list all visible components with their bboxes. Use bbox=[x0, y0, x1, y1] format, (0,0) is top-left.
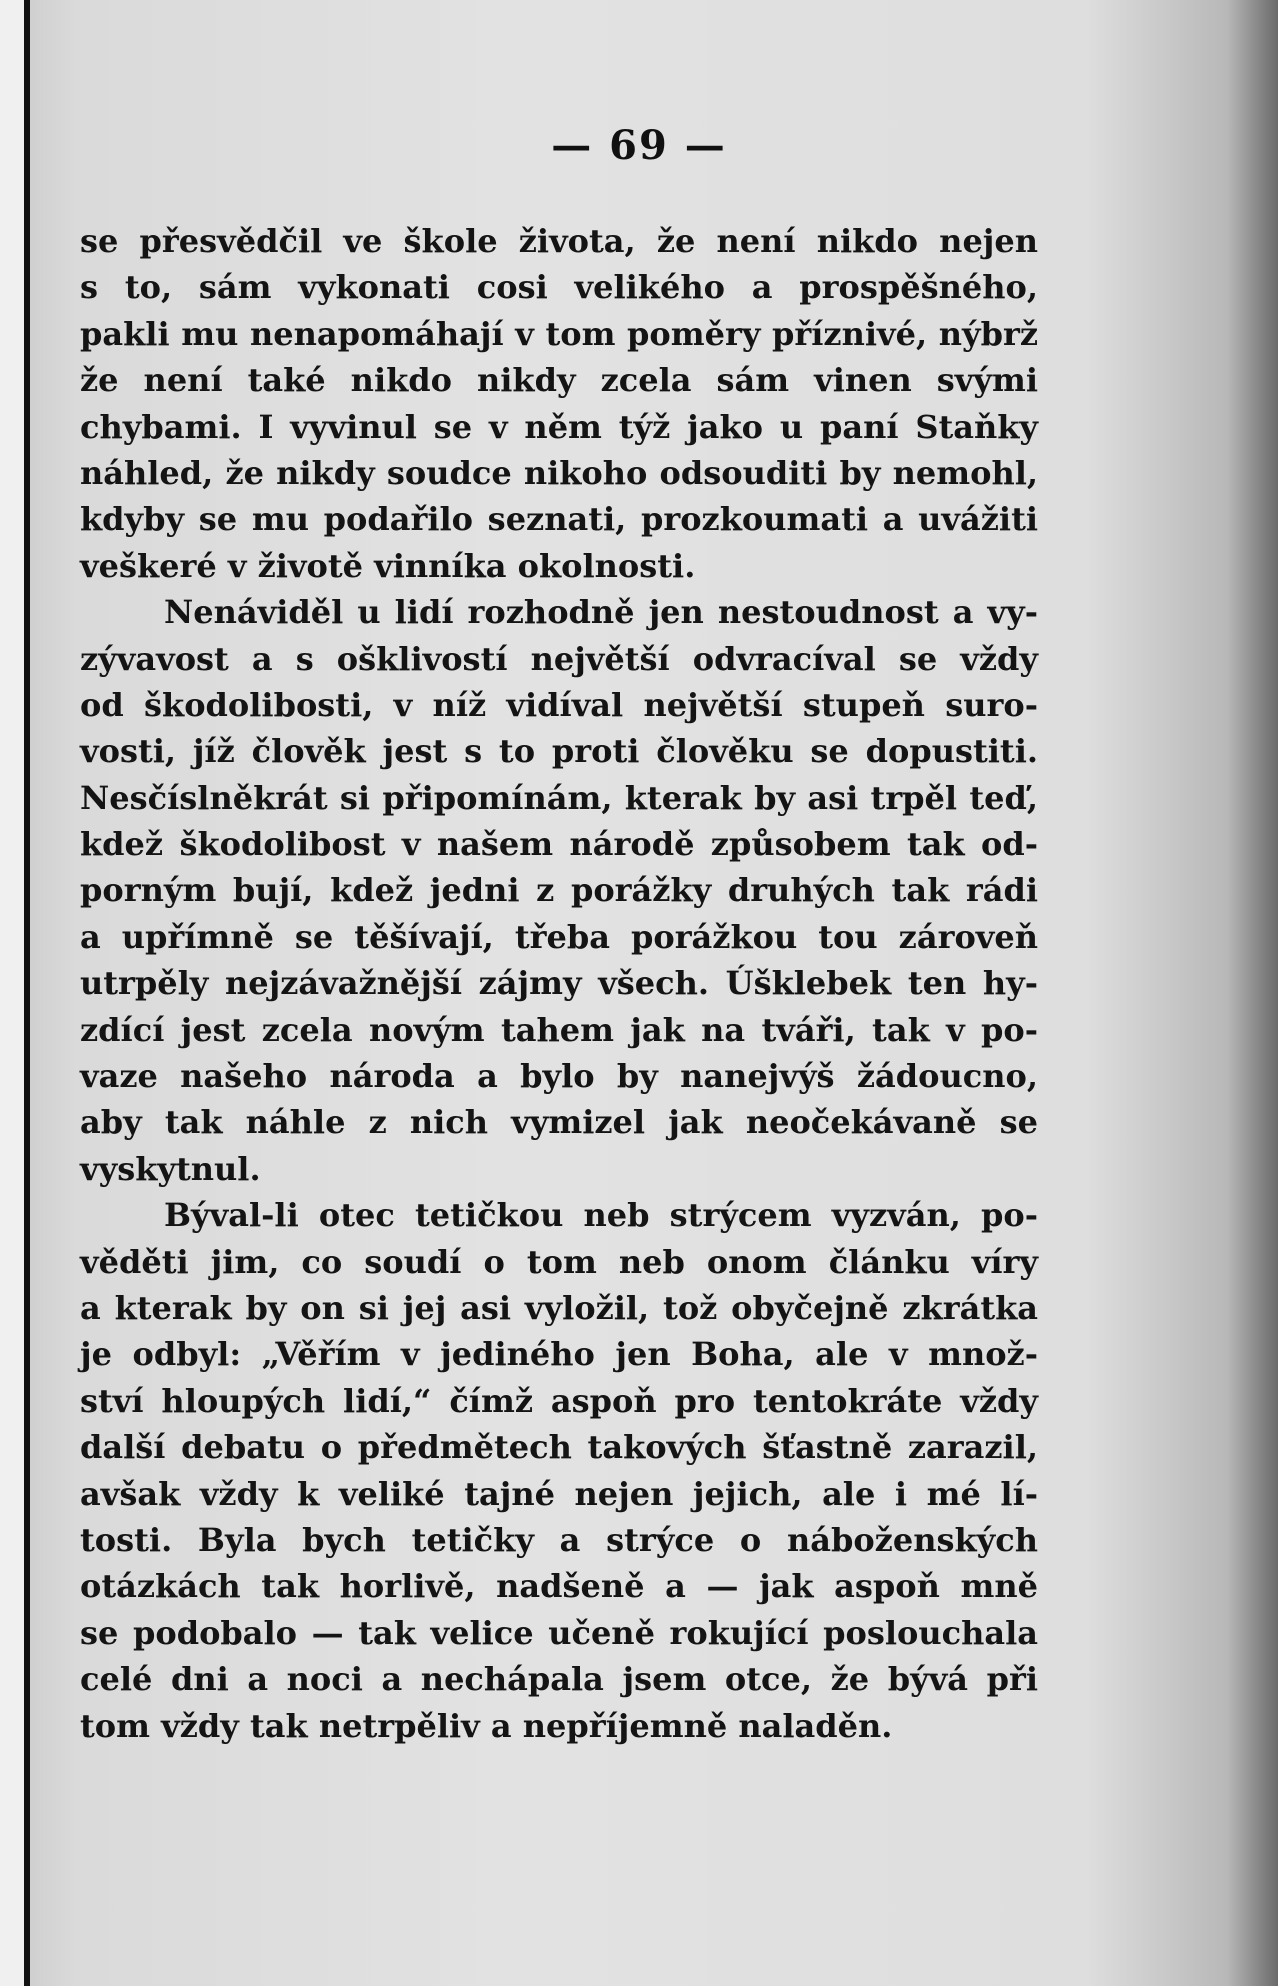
text-line: Býval-li otec tetičkou neb strýcem vyzván, po- bbox=[164, 1196, 1038, 1235]
text-line: ství hloupých lidí,“ čímž aspoň pro tentokráte vždy bbox=[80, 1381, 1038, 1420]
text-line: otázkách tak horlivě, nadšeně a — jak aspoň mně bbox=[80, 1567, 1038, 1606]
text-line: se přesvědčil ve škole života, že není nikdo nejen bbox=[80, 222, 1038, 260]
page-edge-rule bbox=[0, 0, 30, 1986]
text-line: vaze našeho národa a bylo by nanejvýš žádoucno, bbox=[80, 1057, 1038, 1096]
text-line: Nesčíslněkrát si připomínám, kterak by asi trpěl teď, bbox=[80, 778, 1038, 817]
text-line: celé dni a noci a nechápala jsem otce, že bývá při bbox=[80, 1660, 1038, 1699]
text-line: zývavost a s ošklivostí největší odvracíval se vždy bbox=[80, 639, 1038, 678]
text-line: věděti jim, co soudí o tom neb onom článku víry bbox=[80, 1242, 1038, 1281]
text-line: porným bují, kdež jedni z porážky druhých tak rádi bbox=[80, 871, 1038, 910]
text-line: Nenáviděl u lidí rozhodně jen nestoudnost a vy- bbox=[164, 593, 1038, 632]
page-number: — 69 — bbox=[551, 122, 727, 169]
text-line: že není také nikdo nikdy zcela sám vinen svými bbox=[80, 361, 1038, 400]
text-line: a kterak by on si jej asi vyložil, tož obyčejně zkrátka bbox=[80, 1288, 1038, 1327]
text-line: je odbyl: „Věřím v jediného jen Boha, ale v množ- bbox=[80, 1335, 1038, 1374]
text-line: kdyby se mu podařilo seznati, prozkoumati a uvážiti bbox=[80, 500, 1038, 539]
text-line: další debatu o předmětech takových šťastně zarazil, bbox=[80, 1428, 1038, 1467]
body-text bbox=[80, 218, 1038, 1749]
text-line: a upřímně se těšívají, třeba porážkou tou zároveň bbox=[80, 917, 1038, 956]
text-line: náhled, že nikdy soudce nikoho odsouditi by nemohl, bbox=[80, 453, 1038, 492]
text-line: tosti. Byla bych tetičky a strýce o náboženských bbox=[80, 1520, 1038, 1559]
text-line: avšak vždy k veliké tajné nejen jejich, ale i mé lí- bbox=[80, 1474, 1038, 1513]
text-line: zdící jest zcela novým tahem jak na tváři, tak v po- bbox=[80, 1010, 1038, 1049]
text-line: vyskytnul. bbox=[80, 1149, 261, 1188]
text-line: pakli mu nenapomáhají v tom poměry příznivé, nýbrž bbox=[80, 314, 1038, 353]
text-line: od škodolibosti, v níž vidíval největší stupeň suro- bbox=[80, 685, 1038, 724]
text-line: aby tak náhle z nich vymizel jak neočekávaně se bbox=[80, 1103, 1038, 1142]
text-line: chybami. I vyvinul se v něm týž jako u paní Staňky bbox=[80, 407, 1038, 446]
text-line: se podobalo — tak velice učeně rokující poslouchala bbox=[80, 1613, 1038, 1652]
text-line: veškeré v životě vinníka okolnosti. bbox=[80, 546, 696, 585]
text-line: kdež škodolibost v našem národě způsobem tak od- bbox=[80, 825, 1038, 864]
text-line: utrpěly nejzávažnější zájmy všech. Úšklebek ten hy- bbox=[80, 964, 1038, 1003]
text-line: vosti, jíž člověk jest s to proti člověku se dopustiti. bbox=[80, 732, 1038, 771]
text-line: tom vždy tak netrpěliv a nepříjemně naladěn. bbox=[80, 1706, 893, 1745]
text-line: s to, sám vykonati cosi velikého a prospěšného, bbox=[80, 268, 1038, 307]
